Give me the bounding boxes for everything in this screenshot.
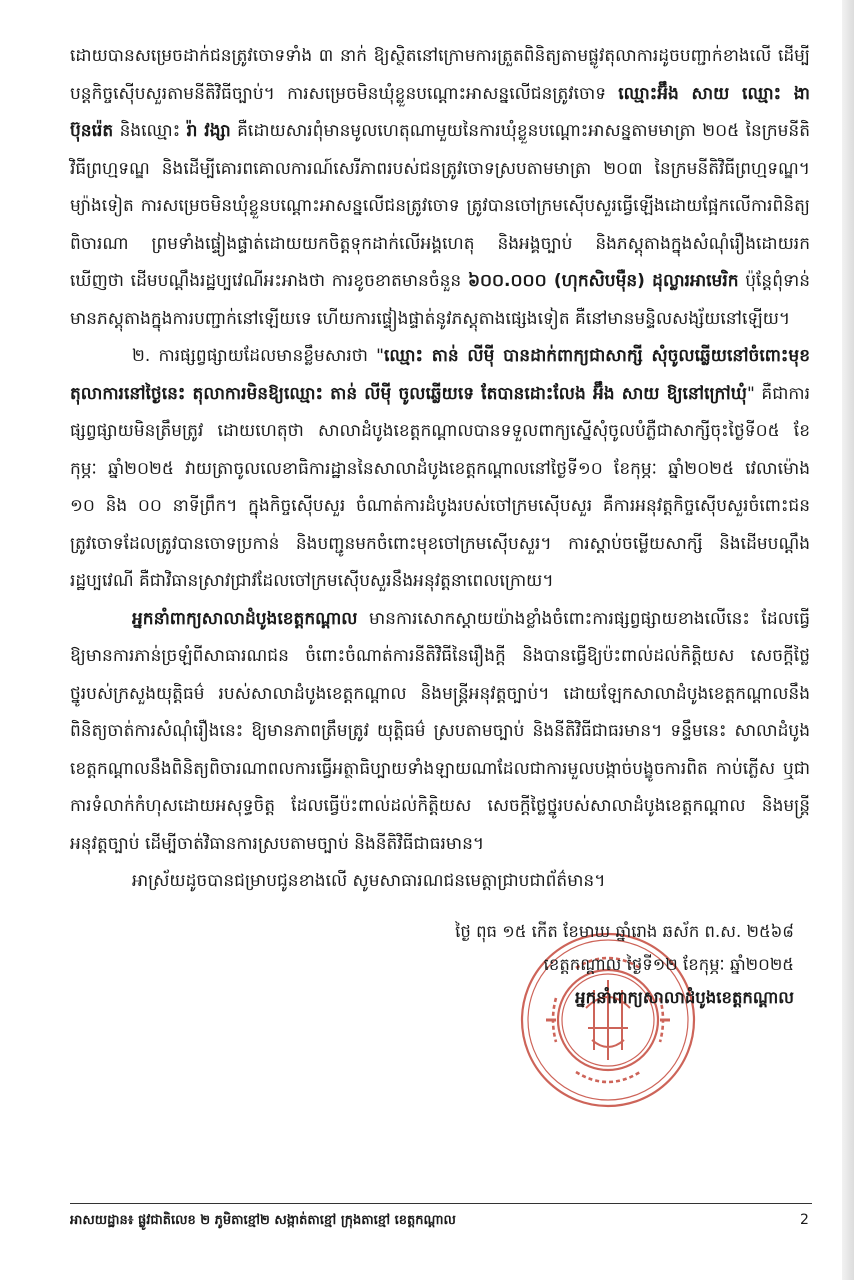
bold-text-run: អ្នកនាំពាក្យសាលាដំបូងខេត្តកណ្តាល	[132, 608, 358, 629]
body-paragraph	[70, 863, 810, 901]
body-paragraph	[70, 338, 810, 601]
body-paragraph	[70, 601, 810, 864]
text-run: ២. ការផ្សព្វផ្សាយដែលមានខ្លឹមសារថា "	[132, 346, 384, 366]
page-number: 2	[800, 1212, 809, 1228]
text-run: អាស្រ័យដូចបានជម្រាបជូនខាងលើ សូមសាធារណជនមេត្តាជ្រាបជាព័ត៌មាន។	[132, 871, 606, 891]
page-edge-shadow	[842, 0, 854, 1280]
place-date: ខេត្តកណ្តាល ថ្ងៃទី១២ ខែកុម្ភៈ ឆ្នាំ២០២៥	[543, 955, 794, 974]
bold-text-run: ៦០០.០០០ (ហុកសិបម៉ឺន) ដុល្លារអាមេរិក	[467, 271, 739, 291]
text-run: " គឺជាការផ្សព្វផ្សាយមិនត្រឹមត្រូវ ដោយហេតុថា សាលាដំបូងខេត្តកណ្តាលបានទទួលពាក្យស្នើសុំចូលបំភ្លឺជាសាក្សីចុះថ្ងៃទី០៥ ខែកុម្ភៈ ឆ្នាំ២០២៥ វាយត្រាចូលលេខាធិការដ្ឋាននៃសាលាដំបូងខេត្តកណ្តាលនៅថ្ងៃទី១០ ខែកុម្ភៈ ឆ្នាំ២០២៥ វេលាម៉ោង ១០ និង ០០ នាទីព្រឹក។ ក្នុងកិច្ចស៊ើបសួរ ចំណាត់ការដំបូងរបស់ចៅក្រមស៊ើបសួរ គឺការអនុវត្តកិច្ចស៊ើបសួរចំពោះជនត្រូវចោទដែលត្រូវបានចោទប្រកាន់ និងបញ្ជូនមកចំពោះមុខចៅក្រមស៊ើបសួរ។ ការស្តាប់ចម្លើយសាក្សី និងដើមបណ្តឹងរដ្ឋប្បវេណី គឺជាវិធានស្រាវជ្រាវដែលចៅក្រមស៊ើបសួរនឹងអនុវត្តនាពេលក្រោយ។	[70, 383, 810, 591]
text-run: មានការសោកស្តាយយ៉ាងខ្លាំងចំពោះការផ្សព្វផ្សាយខាងលើនេះ ដែលធ្វើឱ្យមានការភាន់ច្រឡំពីសាធារណជន ចំពោះចំណាត់ការនីតិវិធីនៃរឿងក្តី និងបានធ្វើឱ្យប៉ះពាល់ដល់កិត្តិយស សេចក្តីថ្លៃថ្នូរបស់ក្រសួងយុត្តិធម៌ របស់សាលាដំបូងខេត្តកណ្តាល និងមន្ត្រីអនុវត្តច្បាប់។ ដោយឡែកសាលាដំបូងខេត្តកណ្តាលនឹងពិនិត្យចាត់ការសំណុំរឿងនេះ ឱ្យមានភាពត្រឹមត្រូវ យុត្តិធម៌ ស្របតាមច្បាប់ និងនីតិវិធីជាធរមាន។ ទន្ទឹមនេះ សាលាដំបូងខេត្តកណ្តាលនឹងពិនិត្យពិចារណាពលការធ្វើអត្ថាធិប្បាយទាំងឡាយណាដែលជាការមួលបង្កាច់បង្ខូចការពិត កាប់ភ្លើស ឬជាការទំលាក់កំហុសដោយអសុទ្ធចិត្ត ដែលធ្វើប៉ះពាល់ដល់កិត្តិយស សេចក្តីថ្លៃថ្នូរបស់សាលាដំបូងខេត្តកណ្តាល និងមន្ត្រីអនុវត្តច្បាប់ ដើម្បីចាត់វិធានការស្របតាមច្បាប់ និងនីតិវិធីជាធរមាន។	[70, 608, 810, 854]
signer-title: អ្នកនាំពាក្យសាលាដំបូងខេត្តកណ្តាល	[575, 988, 794, 1007]
closing-block	[334, 915, 794, 1014]
footer-address: អាសយដ្ឋាន៖ ផ្លូវជាតិលេខ ២ ភូមិតាខ្មៅ២ សង្កាត់តាខ្មៅ ក្រុងតាខ្មៅ ខេត្តកណ្តាល	[70, 1213, 456, 1228]
text-run: គឺដោយសារពុំមានមូលហេតុណាមួយនៃការឃុំខ្លួនបណ្តោះអាសន្នតាមមាត្រា ២០៥ នៃក្រមនីតិវិធីព្រហ្មទណ្ឌ និងដើម្បីគោរពគោលការណ៍សេរីភាពរបស់ជនត្រូវចោទស្របតាមមាត្រា ២០៣ នៃក្រមនីតិវិធីព្រហ្មទណ្ឌ។ ម្យ៉ាងទៀត ការសម្រេចមិនឃុំខ្លួនបណ្តោះអាសន្នលើជនត្រូវចោទ ត្រូវបានចៅក្រមស៊ើបសួរធ្វើឡើងដោយផ្អែកលើការពិនិត្យពិចារណា ព្រមទាំងផ្ទៀងផ្ទាត់ដោយយកចិត្តទុកដាក់លើអង្គហេតុ និងអង្គច្បាប់ និងភស្តុតាងក្នុងសំណុំរឿងដោយរកឃើញថា ដើមបណ្តឹងរដ្ឋប្បវេណីអះអាងថា ការខូចខាតមានចំនួន	[70, 121, 811, 291]
document-body	[70, 38, 810, 901]
body-paragraph	[70, 38, 810, 338]
bold-text-run: ឈ្មោះអ៊ឹង សាយ ឈ្មោះ ងា ប៊ុនរ៉េត	[70, 83, 810, 141]
text-run: និងឈ្មោះ	[113, 121, 187, 141]
footer-divider	[70, 1203, 812, 1204]
lunar-date: ថ្ងៃ ពុធ ១៥ កើត ខែមាឃ ឆ្នាំរោង ឆស័ក ព.ស. ២៥៦៨	[455, 922, 794, 941]
text-run: ដោយបានសម្រេចដាក់ជនត្រូវចោទទាំង ៣ នាក់ ឱ្យស្ថិតនៅក្រោមការត្រួតពិនិត្យតាមផ្លូវតុលាការដូចបញ្ជាក់ខាងលើ ដើម្បីបន្តកិច្ចស៊ើបសួរតាមនីតិវិធីច្បាប់។ ការសម្រេចមិនឃុំខ្លួនបណ្តោះអាសន្នលើជនត្រូវចោទ	[70, 46, 810, 104]
bold-text-run: ឈ្មោះ តាន់ លីមុី បានដាក់ពាក្យជាសាក្សី សុំចូលឆ្លើយនៅចំពោះមុខតុលាការនៅថ្ងៃនេះ តុលាការមិនឱ្យឈ្មោះ តាន់ លីមុី ចូលឆ្លើយទេ តែបានដោះលែង អ៊ឹង សាយ ឱ្យនៅក្រៅឃុំ	[70, 346, 810, 404]
text-run: ប៉ុន្តែពុំទាន់មានភស្តុតាងក្នុងការបញ្ជាក់នៅឡើយទេ ហើយការផ្ទៀងផ្ទាត់នូវភស្តុតាងផ្សេងទៀត គឺនៅមានមន្ទិលសង្ស័យនៅឡើយ។	[70, 271, 810, 329]
bold-text-run: រ៉ា វង្សា	[186, 121, 231, 141]
